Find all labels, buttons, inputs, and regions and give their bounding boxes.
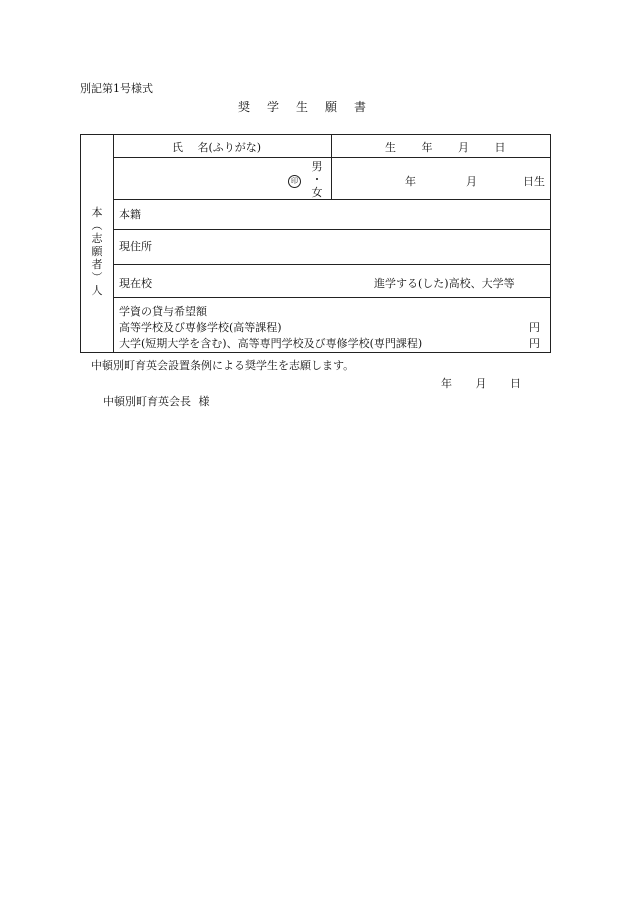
- document-title: 奨学生願書: [238, 100, 384, 114]
- side-label-char: 本: [91, 206, 103, 219]
- loan-high-school-yen: 円: [529, 321, 540, 334]
- table-border-top: [80, 134, 551, 135]
- signature-date: 年 月 日: [441, 377, 521, 390]
- side-label-char: ︶: [91, 271, 103, 284]
- applicant-side-label: [81, 206, 113, 297]
- gender-separator: ・: [311, 173, 323, 186]
- side-label-char: 者: [91, 258, 103, 271]
- current-school-label: 現在校: [119, 277, 152, 290]
- gender-female[interactable]: 女: [311, 186, 323, 199]
- declaration-text: 中頓別町育英会設置条例による奨学生を志願します。: [91, 359, 355, 372]
- loan-request-title: 学資の貸与希望額: [119, 305, 207, 318]
- form-number: 別記第1号様式: [80, 82, 153, 95]
- loan-high-school-line: 高等学校及び専修学校(高等課程): [119, 321, 282, 334]
- gender-selector[interactable]: [310, 160, 324, 199]
- domicile-label: 本籍: [119, 208, 141, 221]
- seal-mark-icon: 印: [288, 175, 301, 188]
- side-label-char: 願: [91, 245, 103, 258]
- next-school-label: 進学する(した)高校、大学等: [374, 277, 515, 290]
- birth-month-label: 月: [466, 175, 477, 188]
- name-header: 氏 名(ふりがな): [172, 141, 262, 154]
- loan-university-yen: 円: [529, 337, 540, 350]
- row-divider-header: [113, 157, 551, 158]
- name-birth-divider: [331, 134, 332, 200]
- birth-year-label: 年: [405, 175, 416, 188]
- side-label-char: ︵: [91, 219, 103, 232]
- side-label-char: 人: [91, 284, 103, 297]
- addressee: 中頓別町育英会長 様: [103, 395, 210, 408]
- row-divider-domicile: [113, 229, 551, 230]
- birthdate-header: 生 年 月 日: [385, 141, 506, 154]
- birth-day-label: 日生: [523, 175, 545, 188]
- row-divider-address: [113, 264, 551, 265]
- side-label-char: 志: [91, 232, 103, 245]
- table-border-bottom: [80, 352, 551, 353]
- row-divider-school: [113, 297, 551, 298]
- loan-university-line: 大学(短期大学を含む)、高等専門学校及び専修学校(専門課程): [119, 337, 423, 350]
- gender-male[interactable]: 男: [311, 160, 323, 173]
- row-divider-name: [113, 199, 551, 200]
- side-column-divider: [113, 134, 114, 353]
- table-border-right: [550, 134, 551, 353]
- address-label: 現住所: [119, 240, 152, 253]
